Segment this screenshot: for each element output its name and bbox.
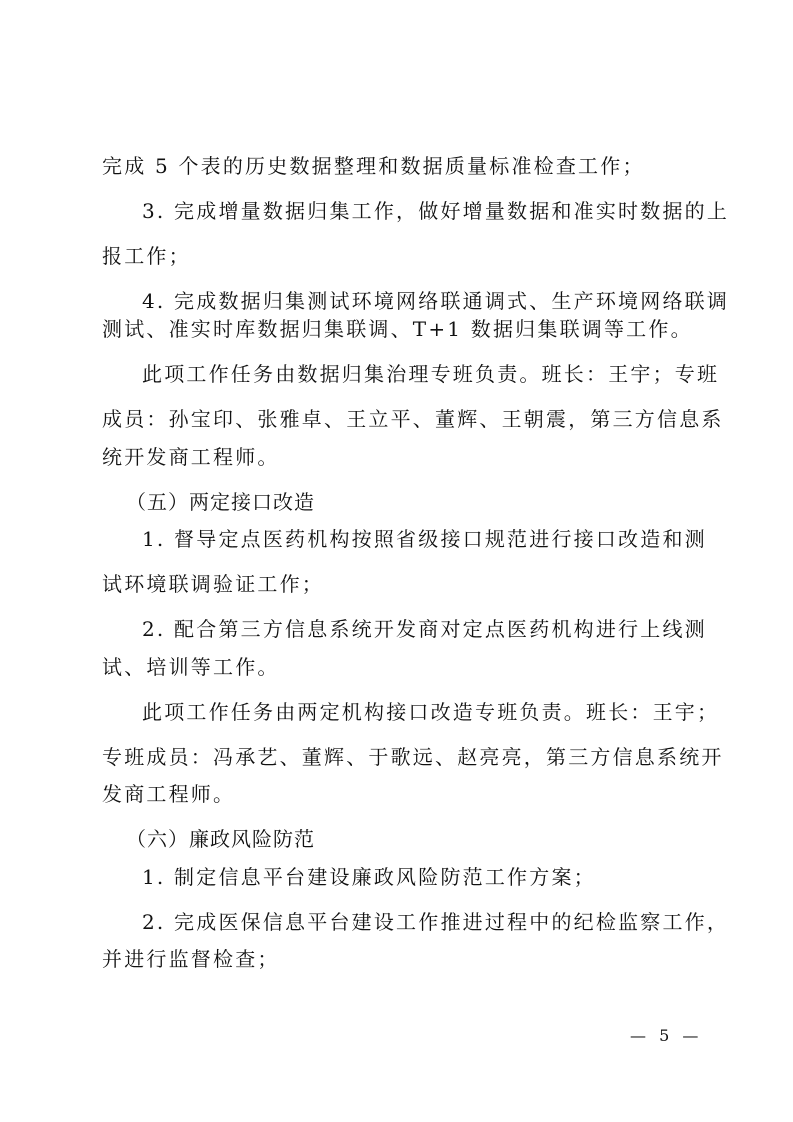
body-text-line: 并进行监督检查； bbox=[102, 947, 280, 971]
body-text-line: 完成 5 个表的历史数据整理和数据质量标准检查工作； bbox=[102, 154, 645, 178]
responsibility-paragraph: 此项工作任务由数据归集治理专班负责。班长：王宇；专班 bbox=[142, 362, 720, 386]
body-text-line: 专班成员：冯承艺、董辉、于歌远、赵亮亮，第三方信息系统开 bbox=[102, 745, 724, 769]
numbered-item-1: 1. 制定信息平台建设廉政风险防范工作方案； bbox=[142, 865, 596, 889]
page-number: — 5 — bbox=[630, 1026, 703, 1045]
body-text-line: 发商工程师。 bbox=[102, 782, 236, 806]
section-heading-5: （五）两定接口改造 bbox=[126, 490, 315, 514]
responsibility-paragraph: 此项工作任务由两定机构接口改造专班负责。班长：王宇； bbox=[142, 700, 720, 724]
numbered-item-1: 1. 督导定点医药机构按照省级接口规范进行接口改造和测 bbox=[142, 527, 707, 551]
body-text-line: 测试、准实时库数据归集联调、T+1 数据归集联调等工作。 bbox=[102, 317, 693, 341]
numbered-item-4: 4. 完成数据归集测试环境网络联通调式、生产环境网络联调 bbox=[142, 289, 730, 313]
body-text-line: 试、培训等工作。 bbox=[102, 655, 280, 679]
numbered-item-2: 2. 配合第三方信息系统开发商对定点医药机构进行上线测 bbox=[142, 617, 707, 641]
body-text-line: 成员：孙宝印、张雅卓、王立平、董辉、王朝震，第三方信息系 bbox=[102, 407, 724, 431]
section-heading-6: （六）廉政风险防范 bbox=[126, 827, 315, 851]
body-text-line: 试环境联调验证工作； bbox=[102, 572, 324, 596]
body-text-line: 统开发商工程师。 bbox=[102, 445, 280, 469]
numbered-item-2: 2. 完成医保信息平台建设工作推进过程中的纪检监察工作， bbox=[142, 910, 730, 934]
body-text-line: 报工作； bbox=[102, 244, 191, 268]
numbered-item-3: 3. 完成增量数据归集工作，做好增量数据和准实时数据的上 bbox=[142, 199, 730, 223]
